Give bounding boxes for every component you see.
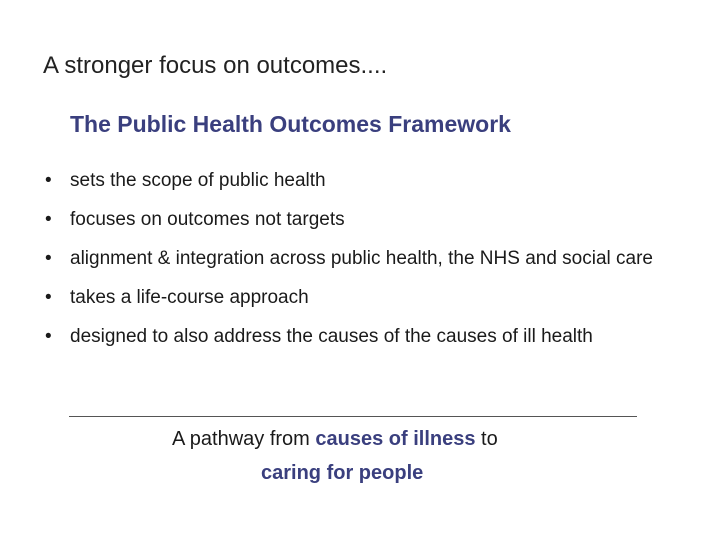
bullet-text: alignment & integration across public health, the NHS and social care bbox=[70, 248, 653, 269]
bullet-icon: • bbox=[45, 326, 52, 347]
slide-title: A stronger focus on outcomes.... bbox=[43, 52, 388, 79]
list-item bbox=[43, 283, 653, 312]
bullet-text: designed to also address the causes of the causes of ill health bbox=[70, 326, 593, 347]
bullet-text: sets the scope of public health bbox=[70, 170, 326, 191]
list-item bbox=[43, 166, 653, 195]
pathway-highlight-caring: caring for people bbox=[261, 462, 424, 484]
divider bbox=[69, 416, 637, 417]
bullet-text: focuses on outcomes not targets bbox=[70, 209, 345, 230]
bullet-icon: • bbox=[45, 248, 52, 269]
bullet-text: takes a life-course approach bbox=[70, 287, 309, 308]
pathway-suffix: to bbox=[475, 428, 498, 450]
pathway-highlight-causes: causes of illness bbox=[315, 428, 476, 450]
bullet-list bbox=[43, 166, 653, 361]
list-item bbox=[43, 205, 653, 234]
bullet-icon: • bbox=[45, 209, 52, 230]
slide-subtitle: The Public Health Outcomes Framework bbox=[70, 111, 511, 137]
bullet-icon: • bbox=[45, 170, 52, 191]
list-item bbox=[43, 244, 653, 273]
list-item bbox=[43, 322, 653, 351]
bullet-icon: • bbox=[45, 287, 52, 308]
pathway-prefix: A pathway from bbox=[172, 428, 316, 450]
